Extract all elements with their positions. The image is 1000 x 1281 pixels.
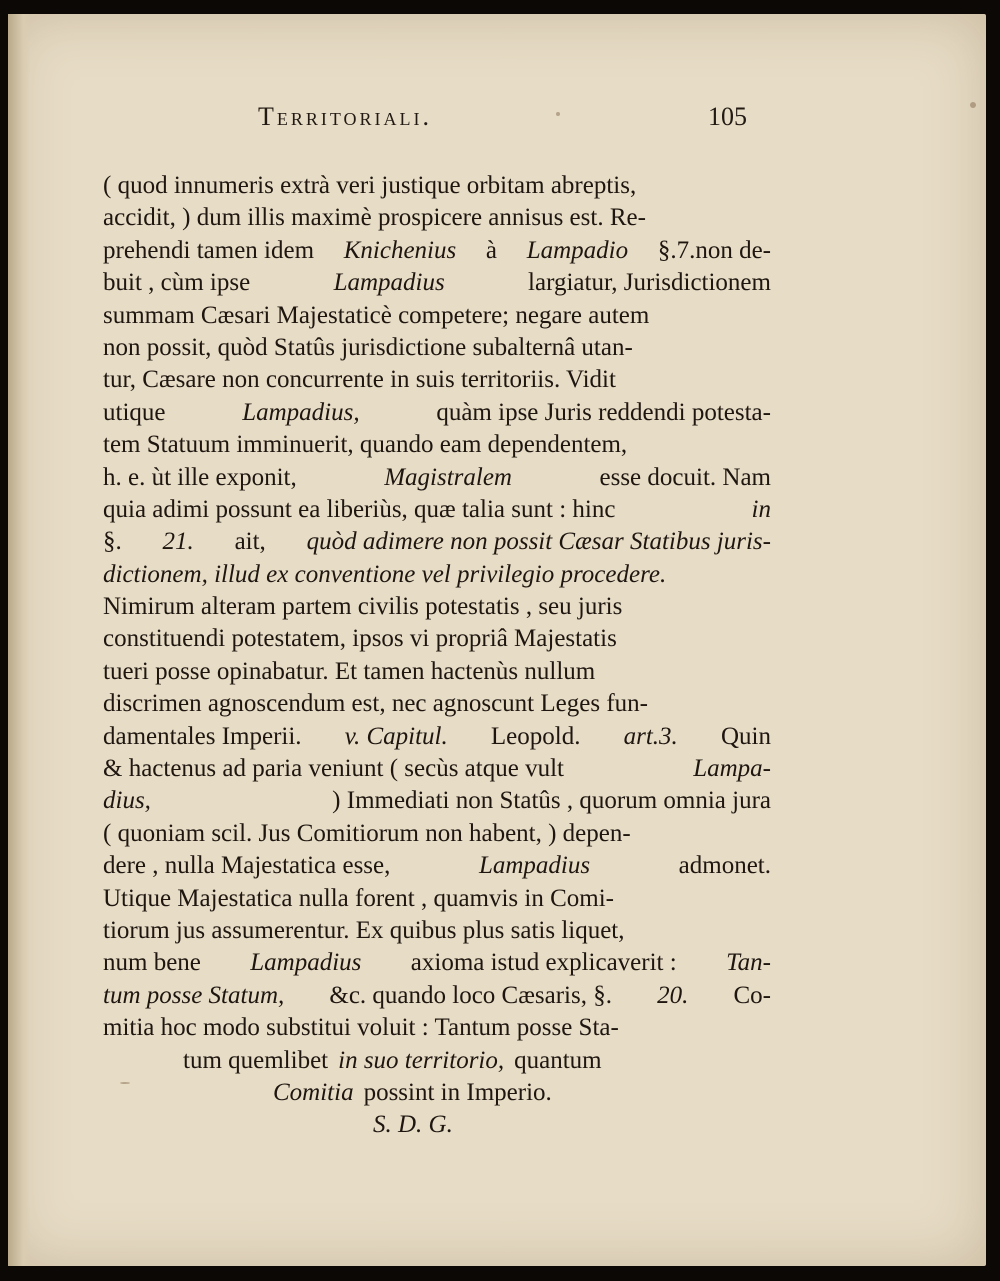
text-segment: num bene (103, 949, 201, 977)
text-line (103, 397, 771, 429)
text-segment: §. (103, 528, 122, 556)
text-segment: axioma istud explicaverit : (410, 949, 677, 977)
italic-segment: Knichenius (343, 236, 457, 264)
italic-segment: Lampadio (526, 236, 629, 264)
text-line (103, 332, 771, 364)
text-segment: tem Statuum imminuerit, quando eam dependentem, (103, 431, 628, 459)
text-segment: quàm ipse Juris reddendi potesta- (436, 398, 771, 426)
italic-segment: tum posse Statum, (103, 981, 285, 1009)
text-segment: largiatur, Jurisdictionem (528, 269, 771, 297)
text-segment: ( quoniam scil. Jus Comitiorum non habent, ) depen- (103, 819, 631, 847)
page-number: 105 (708, 102, 747, 131)
text-segment: utique (103, 398, 166, 426)
italic-segment: Lampa- (693, 755, 771, 783)
italic-segment: v. Capitul. (344, 722, 448, 750)
text-line (103, 980, 771, 1012)
text-line (103, 1077, 771, 1109)
text-segment: à (485, 236, 498, 264)
italic-segment: dictionem, illud ex conventione vel privilegio procedere. (103, 560, 667, 588)
text-line (103, 235, 771, 267)
text-segment: Quin (720, 722, 771, 750)
text-line (103, 1045, 771, 1077)
text-segment: §.7.non de- (657, 236, 771, 264)
italic-segment: 20. (657, 981, 689, 1009)
text-line (103, 753, 771, 785)
text-line (103, 915, 771, 947)
book-page (8, 14, 986, 1266)
italic-segment: Magistralem (384, 463, 512, 491)
italic-segment: Tan- (726, 949, 771, 977)
text-segment: & hactenus ad paria veniunt ( secùs atque vult (103, 755, 564, 783)
italic-segment: Lampadius, (242, 398, 360, 426)
text-segment: prehendi tamen idem (103, 236, 315, 264)
text-segment: ( quod innumeris extrà veri justique orbitam abreptis, (103, 172, 637, 199)
text-line (103, 591, 771, 623)
text-segment: Nimirum alteram partem civilis potestatis , seu juris (103, 593, 623, 621)
text-segment: constituendi potestatem, ipsos vi propriâ Majestatis (103, 625, 617, 653)
text-segment: esse docuit. Nam (599, 463, 771, 491)
text-line (103, 462, 771, 494)
italic-segment: art.3. (623, 722, 678, 750)
text-line (103, 785, 771, 817)
text-segment: ait, (234, 528, 266, 556)
italic-segment: Lampadius (478, 852, 591, 880)
text-line (103, 850, 771, 882)
text-segment: tur, Cæsare non concurrente in suis territoriis. Vidit (103, 366, 616, 394)
text-line (103, 883, 771, 915)
text-segment: Leopold. (490, 722, 581, 750)
text-line (103, 721, 771, 753)
text-segment: quantum (514, 1046, 602, 1074)
text-line (103, 1012, 771, 1044)
text-line (103, 300, 771, 332)
italic-segment: in (751, 495, 771, 523)
italic-segment: Lampadius (250, 949, 362, 977)
text-segment: non possit, quòd Statûs jurisdictione subalternâ utan- (103, 333, 633, 361)
text-segment: quia adimi possunt ea liberiùs, quæ talia sunt : hinc (103, 495, 616, 523)
text-segment: damentales Imperii. (103, 722, 302, 750)
text-segment: mitia hoc modo substitui voluit : Tantum posse Sta- (103, 1014, 619, 1042)
text-line (103, 429, 771, 461)
text-line (103, 364, 771, 396)
text-line (103, 818, 771, 850)
text-segment: ) Immediati non Statûs , quorum omnia jura (332, 787, 771, 815)
text-line (103, 623, 771, 655)
text-line (103, 688, 771, 720)
page-header (8, 102, 986, 142)
page-gutter (8, 14, 30, 1266)
body-text (103, 170, 771, 1142)
text-line (103, 494, 771, 526)
italic-segment: Comitia (273, 1078, 354, 1106)
text-line (103, 526, 771, 558)
text-segment: tueri posse opinabatur. Et tamen hactenùs nullum (103, 657, 596, 685)
text-segment: tiorum jus assumerentur. Ex quibus plus satis liquet, (103, 916, 625, 944)
text-segment: dere , nulla Majestatica esse, (103, 852, 391, 880)
italic-segment: Lampadius (333, 269, 445, 297)
text-segment: tum quemlibet (183, 1046, 329, 1074)
text-line (103, 267, 771, 299)
italic-segment: 21. (162, 528, 194, 556)
italic-segment: quòd adimere non possit Cæsar Statibus juris- (306, 528, 771, 556)
text-segment: Co- (733, 981, 771, 1009)
text-segment: possint in Imperio. (363, 1078, 552, 1106)
text-segment: accidit, ) dum illis maximè prospicere annisus est. Re- (103, 204, 646, 232)
text-line (103, 170, 771, 202)
text-line (103, 559, 771, 591)
text-line (103, 947, 771, 979)
text-line (103, 202, 771, 234)
text-segment: h. e. ùt ille exponit, (103, 463, 297, 491)
running-head: Territoriali. (258, 102, 433, 131)
italic-segment: dius, (103, 787, 151, 815)
italic-segment: in suo territorio, (338, 1046, 505, 1074)
text-segment: &c. quando loco Cæsaris, §. (329, 981, 612, 1009)
text-line (103, 656, 771, 688)
signature: S. D. G. (373, 1111, 453, 1139)
text-segment: Utique Majestatica nulla forent , quamvis in Comi- (103, 884, 614, 912)
text-segment: admonet. (678, 852, 771, 880)
text-segment: summam Cæsari Majestaticè competere; negare autem (103, 301, 650, 329)
text-segment: buit , cùm ipse (103, 269, 251, 297)
text-segment: discrimen agnoscendum est, nec agnoscunt Leges fun- (103, 690, 648, 718)
